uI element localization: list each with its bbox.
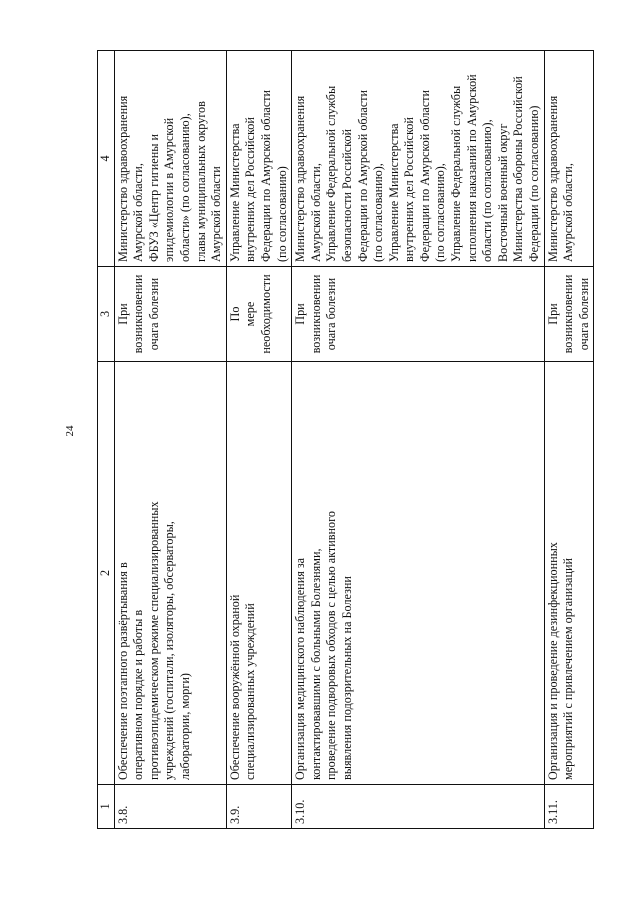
- table-row: [544, 51, 594, 829]
- page-number: 24: [64, 425, 76, 437]
- responsible-cell: Управление Министерства внутренних дел Российской Федерации по Амурской области (по согласованию): [226, 51, 291, 267]
- action-cell: Обеспечение вооружённой охраной специализированных учреждений: [226, 362, 291, 785]
- responsible-cell: Министерство здравоохранения Амурской области,: [544, 51, 594, 267]
- row-number: 3.11.: [544, 785, 594, 829]
- column-header-4: 4: [98, 51, 115, 267]
- table-row: [226, 51, 291, 829]
- term-cell: При возникновении очага болезни: [114, 267, 226, 362]
- responsible-cell: Министерство здравоохранения Амурской области, ФБУЗ «Центр гигиены и эпидемиологии в Амурской области» (по согласованию), главы муниципальных округов Амурской области: [114, 51, 226, 267]
- row-number: 3.10.: [292, 785, 545, 829]
- column-header-2: 2: [98, 362, 115, 785]
- action-cell: Обеспечение поэтапного развёртывания в оперативном порядке и работы в противоэпидемическом режиме специализированных учреждений (госпитали, изоляторы, обсерваторы, лаборатории, морги): [114, 362, 226, 785]
- action-cell: Организация медицинского наблюдения за контактировавшими с больными Болезнями, проведение подворовых обходов с целью активного выявления подозрительных на Болезни: [292, 362, 545, 785]
- table-row: [292, 51, 545, 829]
- column-header-1: 1: [98, 785, 115, 829]
- measures-table: [97, 50, 594, 829]
- term-cell: По мере необходимости: [226, 267, 291, 362]
- term-cell: При возникновении очага болезни: [544, 267, 594, 362]
- responsible-cell: Министерство здравоохранения Амурской области, Управление Федеральной службы безопасности Российской Федерации по Амурской области (по согласованию), Управление Министерства внутренних дел Российской Федерации по Амурской области (по согласованию), Управление Федеральной службы исполнения наказаний по Амурской области (по согласованию), Восточный военный округ Министерства обороны Российской Федерации (по согласованию): [292, 51, 545, 267]
- column-header-3: 3: [98, 267, 115, 362]
- term-cell: При возникновении очага болезни: [292, 267, 545, 362]
- rotated-table-container: [97, 51, 591, 829]
- header-row: [98, 51, 115, 829]
- row-number: 3.9.: [226, 785, 291, 829]
- table-row: [114, 51, 226, 829]
- action-cell: Организация и проведение дезинфекционных мероприятий с привлечением организаций: [544, 362, 594, 785]
- row-number: 3.8.: [114, 785, 226, 829]
